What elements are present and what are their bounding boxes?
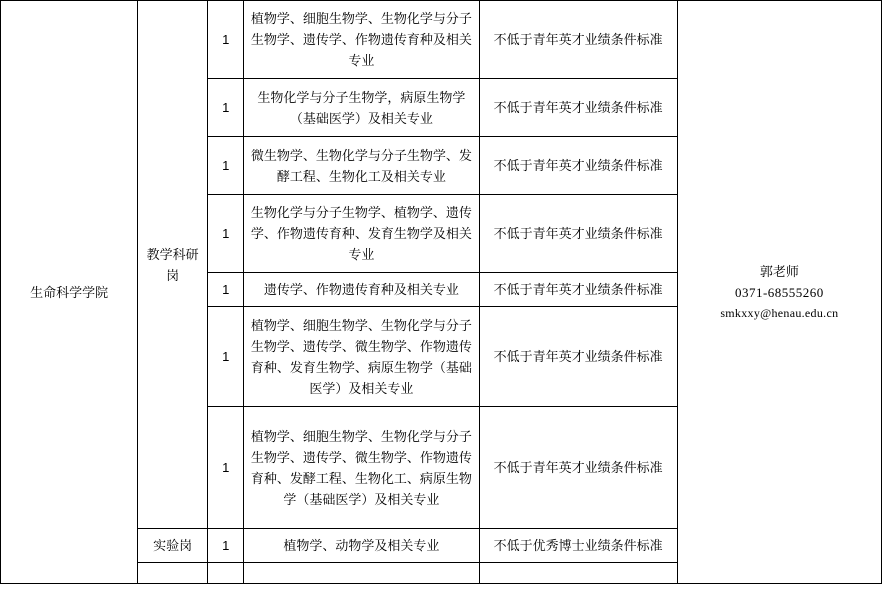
cell-post-teaching-research: 教学科研岗 (138, 1, 208, 529)
cell-condition: 不低于青年英才业绩条件标准 (479, 195, 677, 273)
cell-condition: 不低于优秀博士业绩条件标准 (479, 529, 677, 563)
cell-condition-next (479, 563, 677, 584)
cell-number: 1 (208, 1, 244, 79)
cell-number: 1 (208, 529, 244, 563)
cell-number: 1 (208, 407, 244, 529)
cell-major-next (244, 563, 479, 584)
cell-post-lab: 实验岗 (138, 529, 208, 563)
cell-number-next (208, 563, 244, 584)
cell-number: 1 (208, 273, 244, 307)
cell-condition: 不低于青年英才业绩条件标准 (479, 307, 677, 407)
cell-major: 植物学、动物学及相关专业 (244, 529, 479, 563)
cell-major: 微生物学、生物化学与分子生物学、发酵工程、生物化工及相关专业 (244, 137, 479, 195)
cell-post-next (138, 563, 208, 584)
cell-condition: 不低于青年英才业绩条件标准 (479, 79, 677, 137)
cell-condition: 不低于青年英才业绩条件标准 (479, 137, 677, 195)
cell-number: 1 (208, 79, 244, 137)
cell-major: 生物化学与分子生物学、植物学、遗传学、作物遗传育种、发育生物学及相关专业 (244, 195, 479, 273)
cell-unit-name: 生命科学学院 (1, 1, 138, 584)
cell-major: 遗传学、作物遗传育种及相关专业 (244, 273, 479, 307)
contact-phone: 0371-68555260 (734, 284, 824, 300)
contact-name: 郭老师 (759, 263, 799, 279)
cell-major: 植物学、细胞生物学、生物化学与分子生物学、遗传学、微生物学、作物遗传育种、发酵工程、生物化工、病原生物学（基础医学）及相关专业 (244, 407, 479, 529)
cell-number: 1 (208, 137, 244, 195)
table-row (1, 1, 882, 79)
cell-major: 植物学、细胞生物学、生物化学与分子生物学、遗传学、微生物学、作物遗传育种、发育生物学、病原生物学（基础医学）及相关专业 (244, 307, 479, 407)
cell-major: 生物化学与分子生物学，病原生物学（基础医学）及相关专业 (244, 79, 479, 137)
contact-email: smkxxy@henau.edu.cn (720, 305, 839, 320)
cell-major: 植物学、细胞生物学、生物化学与分子生物学、遗传学、作物遗传育种及相关专业 (244, 1, 479, 79)
cell-number: 1 (208, 307, 244, 407)
cell-condition: 不低于青年英才业绩条件标准 (479, 273, 677, 307)
cell-contact (677, 1, 881, 584)
cell-number: 1 (208, 195, 244, 273)
cell-condition: 不低于青年英才业绩条件标准 (479, 407, 677, 529)
cell-condition: 不低于青年英才业绩条件标准 (479, 1, 677, 79)
